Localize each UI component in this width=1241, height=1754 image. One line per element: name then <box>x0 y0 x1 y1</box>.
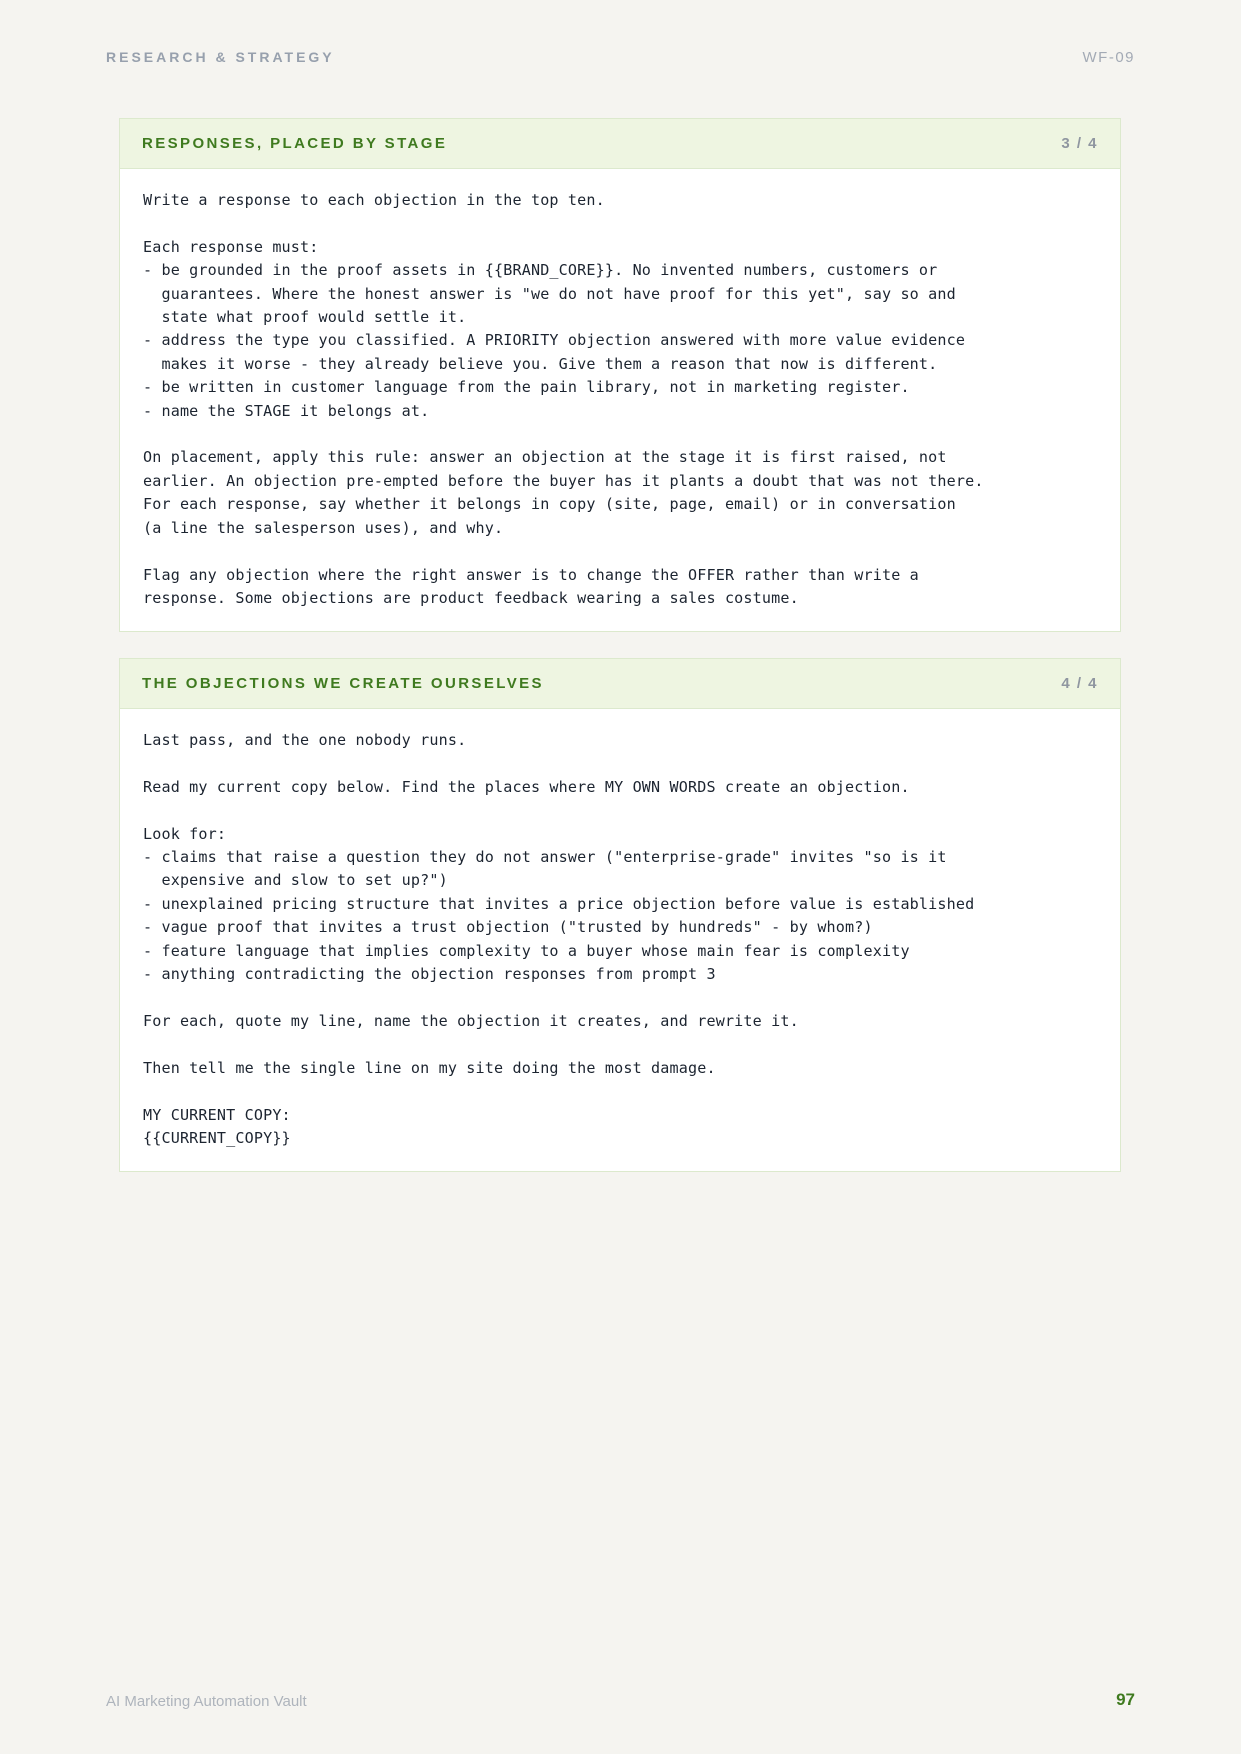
footer-title: AI Marketing Automation Vault <box>106 1693 307 1710</box>
workflow-code: WF-09 <box>1082 49 1135 66</box>
card-title: THE OBJECTIONS WE CREATE OURSELVES <box>142 675 544 692</box>
card-title: RESPONSES, PLACED BY STAGE <box>142 135 448 152</box>
step-counter: 4 / 4 <box>1061 675 1098 692</box>
step-counter: 3 / 4 <box>1061 135 1098 152</box>
prompt-text: Write a response to each objection in the top ten. Each response must: - be grounded in the proof assets in {{BRAND_CORE}}. No invented numbers, customers or guarantees. Where the honest answer is "we do not have proof for this yet", say so and state what proof would settle it. - address the type you classified. A PRIORITY objection answered with more value evidence makes it worse - they already believe you. Give them a reason that now is different. - be written in customer language from the pain library, not in marketing register. - name the STAGE it belongs at. On placement, apply this rule: answer an objection at the stage it is first raised, not earlier. An objection pre-empted before the buyer has it plants a doubt that was not there. For each response, say whether it belongs in copy (site, page, email) or in conversation (a line the salesperson uses), and why. Flag any objection where the right answer is to change the OFFER rather than write a response. Some objections are product feedback wearing a sales costume. <box>143 191 984 607</box>
card-header <box>120 119 1120 169</box>
prompt-card-3 <box>119 118 1121 632</box>
section-label: RESEARCH & STRATEGY <box>106 49 335 65</box>
card-header <box>120 659 1120 709</box>
prompt-card-4 <box>119 658 1121 1172</box>
prompt-text: Last pass, and the one nobody runs. Read my current copy below. Find the places where MY OWN WORDS create an objection. Look for: - claims that raise a question they do not answer ("enterprise-grade" invites "so is it expensive and slow to set up?") - unexplained pricing structure that invites a price objection before value is established - vague proof that invites a trust objection ("trusted by hundreds" - by whom?) - feature language that implies complexity to a buyer whose main fear is complexity - anything contradicting the objection responses from prompt 3 For each, quote my line, name the objection it creates, and rewrite it. Then tell me the single line on my site doing the most damage. MY CURRENT COPY: {{CURRENT_COPY}} <box>143 731 975 1147</box>
page-number: 97 <box>1116 1690 1135 1709</box>
